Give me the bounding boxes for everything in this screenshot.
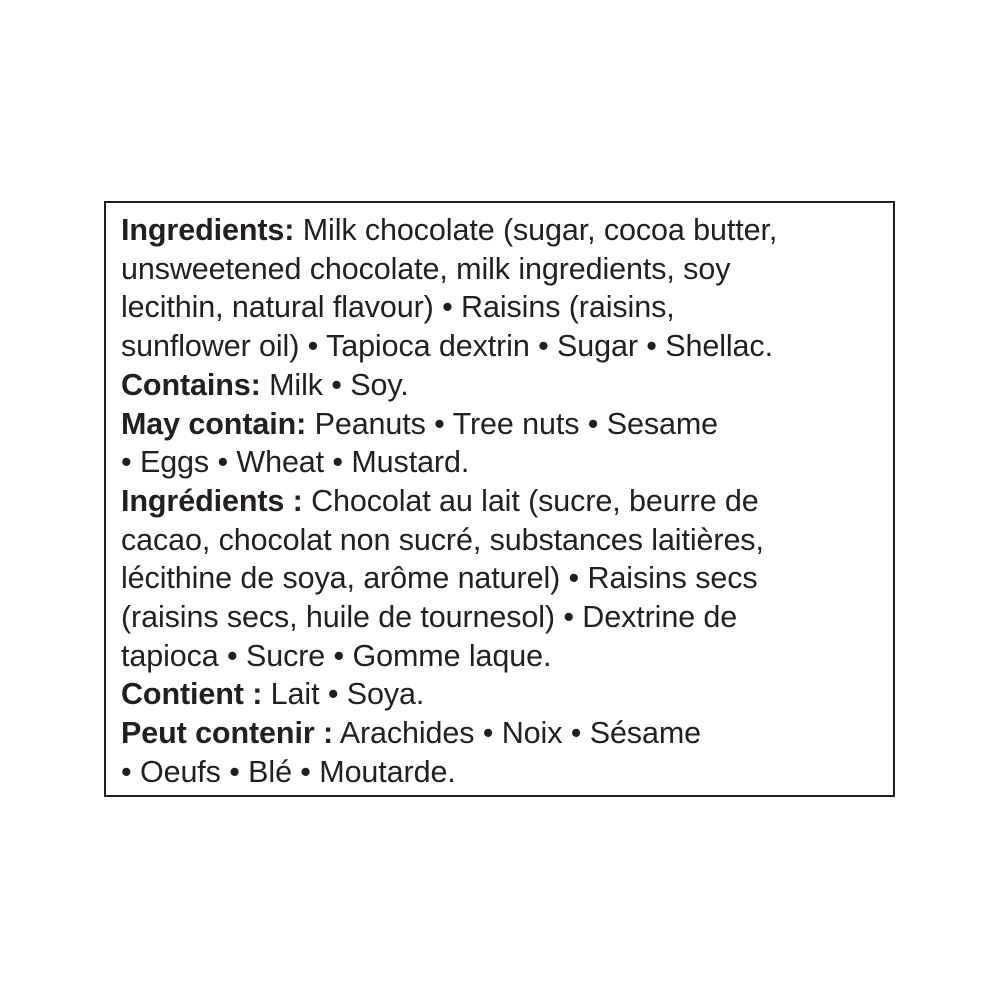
ingredients-line-en-3: lecithin, natural flavour) • Raisins (raisins, bbox=[121, 290, 675, 325]
ingredients-line-en-1 bbox=[121, 211, 883, 250]
contains-line-fr bbox=[121, 675, 883, 714]
may-contain-text: Peanuts • Tree nuts • Sesame bbox=[306, 406, 719, 441]
contains-heading-fr: Contient : bbox=[121, 677, 263, 712]
ingredients-heading-en: Ingredients: bbox=[121, 213, 295, 247]
may-contain-heading-fr: Peut contenir : bbox=[121, 716, 334, 751]
ingredients-line-en-4: sunflower oil) • Tapioca dextrin • Sugar • Shellac. bbox=[121, 329, 773, 364]
may-contain-line-en-2: • Eggs • Wheat • Mustard. bbox=[121, 445, 470, 480]
ingredients-line-fr-4: (raisins secs, huile de tournesol) • Dextrine de bbox=[121, 600, 738, 635]
may-contain-text-fr: Arachides • Noix • Sésame bbox=[333, 716, 701, 751]
may-contain-line-fr-2: • Oeufs • Blé • Moutarde. bbox=[121, 754, 456, 789]
contains-line-en bbox=[121, 366, 883, 405]
ingredients-heading-fr: Ingrédients : bbox=[121, 483, 303, 518]
ingredients-text-fr: Chocolat au lait (sucre, beurre de bbox=[302, 483, 759, 518]
contains-heading-en: Contains: bbox=[121, 367, 261, 402]
contains-text-fr: Lait • Soya. bbox=[262, 677, 425, 712]
ingredients-text: Milk chocolate (sugar, cocoa butter, bbox=[294, 213, 778, 247]
may-contain-line-fr-1 bbox=[121, 714, 883, 753]
ingredients-line-en-2: unsweetened chocolate, milk ingredients, soy bbox=[121, 251, 731, 286]
may-contain-heading-en: May contain: bbox=[121, 406, 307, 441]
ingredients-line-fr-2: cacao, chocolat non sucré, substances laitières, bbox=[121, 522, 764, 557]
ingredients-line-fr-5: tapioca • Sucre • Gomme laque. bbox=[121, 638, 552, 673]
ingredients-line-fr-1 bbox=[121, 482, 883, 521]
ingredients-label-box bbox=[104, 201, 895, 797]
may-contain-line-en-1 bbox=[121, 405, 883, 444]
contains-text: Milk • Soy. bbox=[260, 367, 409, 402]
ingredients-line-fr-3: lécithine de soya, arôme naturel) • Raisins secs bbox=[121, 561, 758, 596]
